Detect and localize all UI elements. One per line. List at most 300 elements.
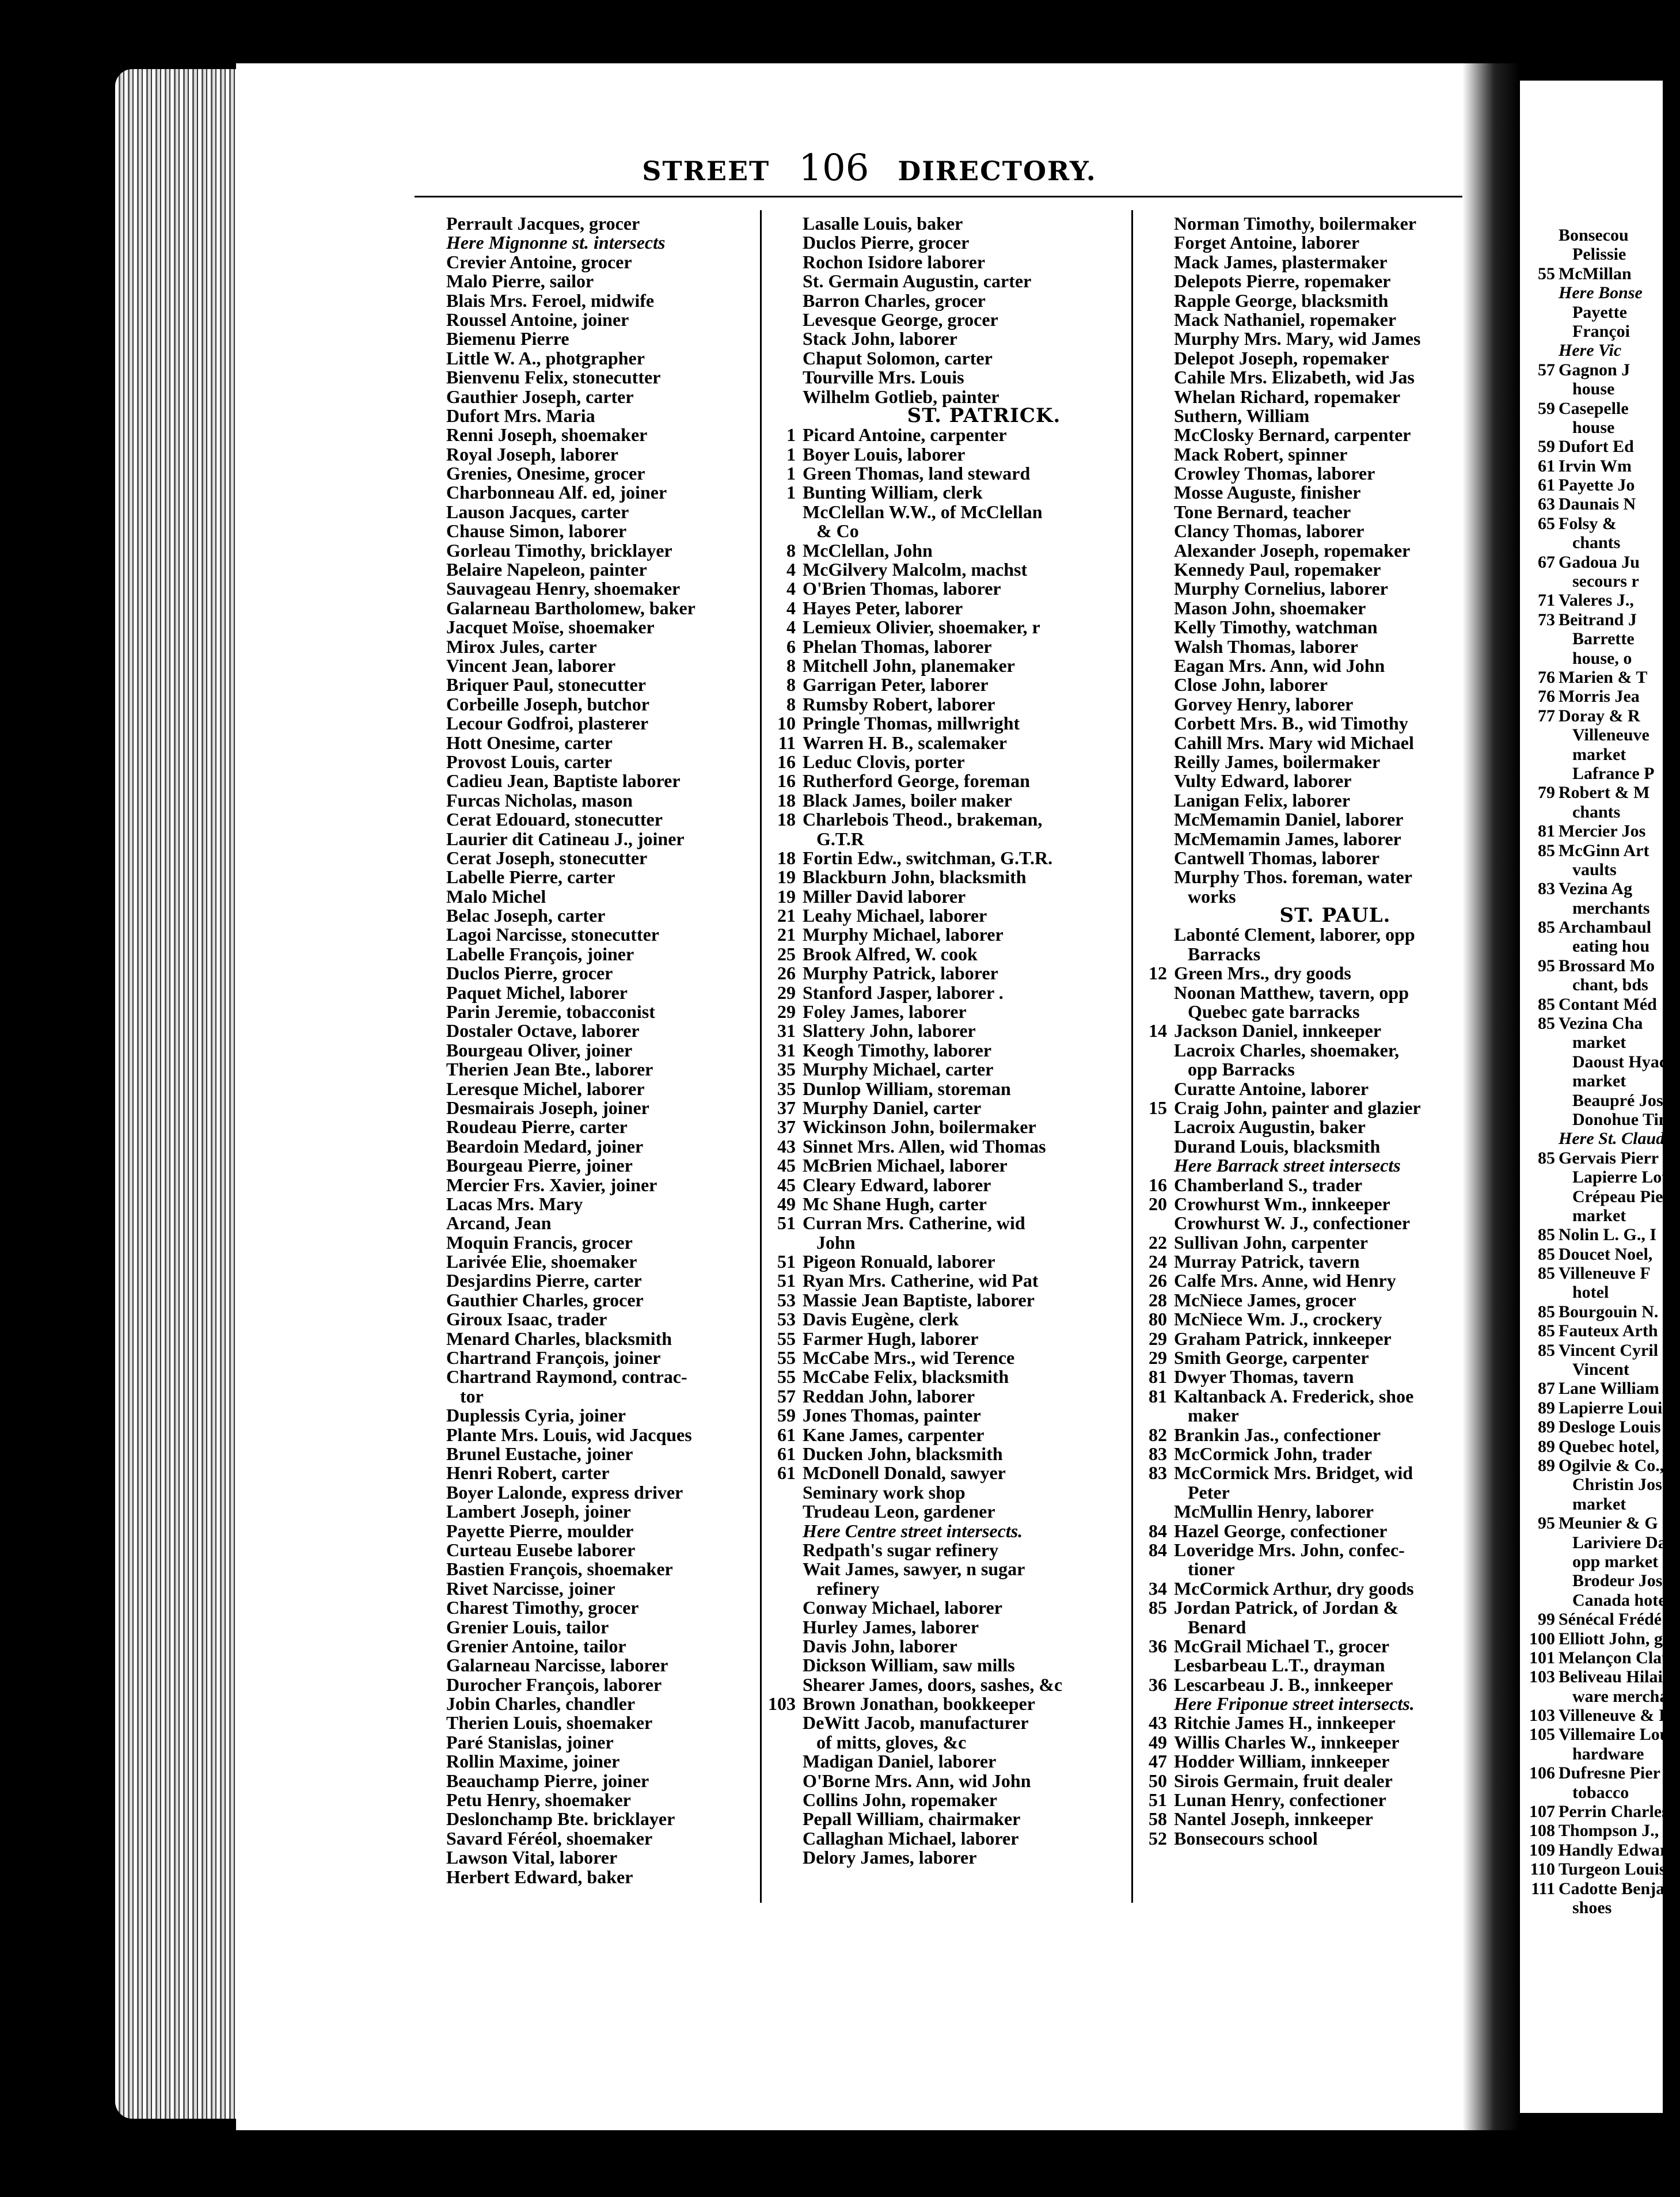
entry-text: shoes — [1572, 1898, 1612, 1917]
entry-text: Delory James, laborer — [803, 1847, 977, 1868]
house-number: 53 — [777, 1289, 796, 1310]
house-number — [1137, 541, 1174, 560]
entry-text: ware mercha — [1572, 1686, 1668, 1706]
house-number — [1137, 618, 1174, 637]
house-number: 81 — [1538, 822, 1555, 841]
directory-entry — [1529, 1898, 1663, 1917]
directory-entry — [446, 1560, 757, 1579]
house-number — [766, 406, 803, 425]
house-number: 57 — [1538, 360, 1555, 379]
directory-entry — [1529, 1571, 1671, 1591]
house-number — [1137, 253, 1174, 272]
entry-text: Therien Jean Bte., laborer — [446, 1059, 653, 1080]
directory-entry — [1137, 349, 1459, 368]
entry-text: Picard Antoine, carpenter — [803, 424, 1007, 446]
house-number: 111 — [1531, 1879, 1555, 1898]
directory-entry — [1529, 1398, 1663, 1417]
entry-text: Cerat Joseph, stonecutter — [446, 847, 648, 868]
house-number — [1137, 1406, 1174, 1425]
entry-text: Canada hote — [1572, 1590, 1666, 1610]
entry-text: Mack Robert, spinner — [1174, 443, 1348, 465]
house-number — [766, 1810, 803, 1829]
directory-entry — [766, 214, 1128, 233]
house-number — [1137, 1137, 1174, 1156]
directory-entry — [766, 1060, 1128, 1079]
directory-entry — [1137, 1483, 1459, 1502]
directory-entry — [1137, 1598, 1459, 1617]
entry-text: Redpath's sugar refinery — [803, 1539, 999, 1560]
directory-entry — [446, 1829, 757, 1848]
house-number — [766, 272, 803, 291]
house-number: 29 — [777, 1001, 796, 1023]
house-number: 18 — [777, 847, 796, 868]
directory-entry — [1529, 899, 1663, 918]
house-number: 22 — [1149, 1231, 1167, 1253]
entry-text: Barrette — [1572, 629, 1635, 649]
entry-text: market — [1572, 1206, 1626, 1225]
entry-text: Vincent Jean, laborer — [446, 655, 616, 676]
entry-text: G.T.R — [816, 828, 864, 849]
directory-entry — [766, 1252, 1128, 1271]
directory-entry — [766, 387, 1128, 406]
directory-entry — [1529, 1610, 1663, 1629]
house-number: 71 — [1538, 591, 1555, 610]
entry-text: Belaire Napeleon, painter — [446, 559, 647, 580]
entry-text: Here Vic — [1559, 341, 1622, 360]
entry-text: Reddan John, laborer — [803, 1385, 975, 1407]
directory-entry — [446, 925, 757, 944]
directory-entry — [1137, 1387, 1459, 1406]
entry-text: Ogilvie & Co., — [1559, 1456, 1664, 1475]
entry-text: Mosse Auguste, finisher — [1174, 482, 1361, 503]
entry-text: Pelissie — [1572, 245, 1626, 264]
directory-entry — [1529, 1648, 1671, 1667]
house-number — [766, 1502, 803, 1521]
entry-text: Roudeau Pierre, carter — [446, 1116, 628, 1138]
house-number — [1137, 1156, 1174, 1175]
house-number: 21 — [777, 905, 796, 926]
entry-text: Rochon Isidore laborer — [803, 251, 986, 272]
directory-entry — [1529, 1552, 1663, 1571]
house-number — [1137, 560, 1174, 579]
directory-entry — [1137, 1195, 1459, 1214]
house-number: 84 — [1149, 1520, 1167, 1541]
entry-text: Giroux Isaac, trader — [446, 1309, 607, 1330]
entry-text: Archambaul — [1559, 918, 1652, 937]
house-number: 53 — [777, 1309, 796, 1330]
house-number: 85 — [1538, 1148, 1555, 1168]
entry-text: Françoi — [1572, 321, 1630, 341]
entry-text: Laurier dit Catineau J., joiner — [446, 828, 685, 849]
house-number: 37 — [777, 1097, 796, 1118]
directory-entry — [766, 1694, 1128, 1713]
house-number: 85 — [1538, 1244, 1555, 1264]
entry-text: Ryan Mrs. Catherine, wid Pat — [803, 1270, 1039, 1291]
directory-entry — [446, 1426, 757, 1445]
entry-text: Corbett Mrs. B., wid Timothy — [1174, 713, 1408, 734]
entry-text: Lasalle Louis, baker — [803, 213, 963, 234]
directory-entry — [766, 1291, 1128, 1310]
entry-text: Chaput Solomon, carter — [803, 347, 993, 368]
directory-entry — [446, 310, 757, 329]
directory-entry — [446, 868, 757, 887]
entry-text: Lemieux Olivier, shoemaker, r — [803, 617, 1040, 638]
house-number — [1529, 303, 1559, 322]
entry-text: Villeneuve — [1572, 725, 1649, 745]
house-number: 85 — [1149, 1597, 1167, 1618]
house-number: 58 — [1149, 1808, 1167, 1830]
directory-column-1 — [446, 214, 757, 1887]
directory-entry — [1529, 1879, 1663, 1898]
entry-text: Slattery John, laborer — [803, 1020, 976, 1042]
directory-entry — [766, 233, 1128, 252]
entry-text: Bunting William, clerk — [803, 482, 983, 503]
directory-entry — [766, 1387, 1128, 1406]
house-number: 26 — [777, 963, 796, 984]
house-number — [1529, 1360, 1559, 1379]
house-number — [1529, 1591, 1559, 1610]
house-number: 85 — [1538, 994, 1555, 1014]
directory-entry — [446, 1252, 757, 1271]
entry-text: Brodeur Jos., — [1572, 1571, 1671, 1591]
entry-text: Phelan Thomas, laborer — [803, 636, 992, 657]
entry-text: eating hou — [1572, 937, 1650, 956]
house-number: 84 — [1149, 1539, 1167, 1560]
section-heading — [1137, 904, 1459, 928]
house-number: 85 — [1538, 1225, 1555, 1245]
entry-text: Brown Jonathan, bookkeeper — [803, 1693, 1035, 1715]
house-number: 57 — [777, 1385, 796, 1407]
directory-entry — [1529, 629, 1663, 648]
entry-text: Curran Mrs. Catherine, wid — [803, 1212, 1025, 1234]
house-number — [1529, 1495, 1559, 1514]
entry-text: Foley James, laborer — [803, 1001, 967, 1023]
directory-entry — [1137, 445, 1459, 464]
entry-text: O'Borne Mrs. Ann, wid John — [803, 1770, 1031, 1791]
house-number — [766, 1656, 803, 1675]
house-number: 85 — [1538, 918, 1555, 937]
entry-text: Crépeau Pier — [1572, 1187, 1671, 1206]
house-number — [1529, 341, 1559, 360]
entry-text: maker — [1188, 1405, 1239, 1426]
entry-text: Dunlop William, storeman — [803, 1078, 1011, 1099]
directory-entry — [1137, 1426, 1459, 1445]
directory-entry — [766, 868, 1128, 887]
entry-text: Fortin Edw., switchman, G.T.R. — [803, 847, 1053, 868]
house-number — [766, 1483, 803, 1502]
house-number: 20 — [1149, 1193, 1167, 1214]
entry-text: Villemaire Lou — [1559, 1725, 1670, 1744]
directory-entry — [766, 1829, 1128, 1848]
directory-entry — [446, 1637, 757, 1656]
directory-entry — [1529, 1840, 1668, 1860]
directory-entry — [446, 733, 757, 752]
house-number: 85 — [1538, 1014, 1555, 1033]
house-number — [766, 1579, 803, 1598]
directory-entry — [1529, 706, 1663, 725]
house-number: 55 — [777, 1347, 796, 1369]
entry-text: Gorvey Henry, laborer — [1174, 693, 1354, 714]
entry-text: Doucet Noel, — [1559, 1244, 1653, 1264]
directory-entry — [1529, 1417, 1663, 1436]
entry-text: Mc Shane Hugh, carter — [803, 1193, 987, 1214]
entry-text: Mack Nathaniel, ropemaker — [1174, 309, 1397, 330]
house-number: 103 — [1529, 1667, 1555, 1687]
entry-text: Perrin Charles — [1559, 1802, 1668, 1822]
entry-text: Brankin Jas., confectioner — [1174, 1424, 1381, 1445]
directory-entry — [1137, 425, 1459, 444]
directory-entry — [1137, 1117, 1459, 1136]
house-number — [1529, 1129, 1559, 1148]
entry-text: Green Thomas, land steward — [803, 463, 1031, 484]
entry-text: Deslonchamp Bte. bricklayer — [446, 1808, 675, 1830]
house-number: 16 — [1149, 1174, 1167, 1195]
house-number: 85 — [1538, 1302, 1555, 1321]
entry-text: Massie Jean Baptiste, laborer — [803, 1289, 1035, 1310]
entry-text: Morris Jea — [1559, 687, 1640, 706]
intersection-note — [1529, 1129, 1673, 1149]
directory-entry — [1137, 253, 1459, 272]
directory-entry — [446, 329, 757, 348]
directory-entry — [1137, 310, 1459, 329]
entry-text: Charbonneau Alf. ed, joiner — [446, 482, 667, 503]
directory-entry — [766, 1579, 1128, 1598]
directory-entry — [1529, 1763, 1663, 1782]
house-number: 59 — [1538, 398, 1555, 418]
directory-entry — [1137, 599, 1459, 618]
entry-text: Cantwell Thomas, laborer — [1174, 847, 1380, 868]
directory-entry — [1137, 925, 1459, 944]
entry-text: Peter — [1188, 1481, 1230, 1503]
house-number — [1529, 283, 1559, 302]
entry-text: McCormick Mrs. Bridget, wid — [1174, 1462, 1413, 1484]
directory-entry — [766, 1848, 1128, 1867]
house-number — [766, 1233, 803, 1252]
entry-text: Cadieu Jean, Baptiste laborer — [446, 770, 681, 792]
directory-entry — [446, 272, 757, 291]
house-number: 45 — [777, 1155, 796, 1176]
entry-text: Bonsecou — [1559, 226, 1629, 245]
house-number: 51 — [1149, 1789, 1167, 1811]
directory-entry — [446, 464, 757, 483]
entry-text: Plante Mrs. Louis, wid Jacques — [446, 1424, 692, 1445]
directory-entry — [766, 733, 1128, 752]
entry-text: Durand Louis, blacksmith — [1174, 1135, 1381, 1157]
house-number — [1529, 1091, 1559, 1110]
entry-text: Gervais Pierr — [1559, 1148, 1659, 1168]
directory-entry — [766, 1348, 1128, 1367]
entry-text: Black James, boiler maker — [803, 789, 1012, 811]
entry-text: Rapple George, blacksmith — [1174, 290, 1389, 311]
directory-entry — [766, 1733, 1128, 1752]
directory-entry — [1529, 725, 1663, 744]
entry-text: Lecour Godfroi, plasterer — [446, 713, 649, 734]
directory-entry — [1137, 1772, 1459, 1791]
entry-text: Keogh Timothy, laborer — [803, 1039, 992, 1061]
house-number: 67 — [1538, 552, 1555, 572]
house-number: 95 — [1538, 956, 1555, 975]
directory-entry — [446, 1176, 757, 1195]
entry-text: opp Barracks — [1188, 1059, 1295, 1080]
house-number — [1529, 629, 1559, 648]
entry-text: Lesbarbeau L.T., drayman — [1174, 1655, 1385, 1676]
entry-text: McCormick Arthur, dry goods — [1174, 1578, 1414, 1599]
entry-text: McGrail Michael T., grocer — [1174, 1635, 1390, 1656]
directory-entry — [1137, 1618, 1459, 1637]
entry-text: Murphy Thos. foreman, water — [1174, 866, 1412, 888]
entry-text: Chartrand Raymond, contrac- — [446, 1366, 687, 1388]
directory-entry — [446, 1791, 757, 1810]
entry-text: Thompson J., g — [1559, 1821, 1672, 1841]
house-number: 14 — [1149, 1020, 1167, 1042]
house-number: 89 — [1538, 1417, 1555, 1437]
house-number: 16 — [777, 770, 796, 792]
house-number: 106 — [1529, 1763, 1555, 1783]
directory-entry — [1529, 360, 1663, 379]
entry-text: Here Barrack street intersects — [1174, 1155, 1401, 1176]
directory-entry — [1137, 464, 1459, 483]
entry-text: Vulty Edward, laborer — [1174, 770, 1352, 792]
house-number: 100 — [1529, 1629, 1555, 1648]
directory-entry — [446, 1080, 757, 1098]
house-number: 19 — [777, 866, 796, 888]
house-number — [1137, 310, 1174, 329]
directory-entry — [446, 752, 757, 771]
house-number: 76 — [1538, 687, 1555, 706]
entry-text: Dufort Mrs. Maria — [446, 405, 595, 426]
entry-text: Levesque George, grocer — [803, 309, 998, 330]
directory-entry — [1137, 733, 1459, 752]
directory-entry — [1529, 457, 1663, 476]
entry-text: Hott Onesime, carter — [446, 732, 613, 753]
house-number: 18 — [777, 809, 796, 830]
entry-text: Here Bonse — [1559, 283, 1643, 303]
entry-text: hotel — [1572, 1283, 1609, 1302]
directory-entry — [766, 310, 1128, 329]
directory-entry — [1529, 1014, 1663, 1033]
entry-text: Beitrand J — [1559, 610, 1637, 629]
entry-text: Cadotte Benja — [1559, 1879, 1665, 1898]
house-number — [1137, 579, 1174, 598]
house-number — [766, 368, 803, 387]
entry-text: Boyer Lalonde, express driver — [446, 1481, 683, 1503]
entry-text: McClosky Bernard, carpenter — [1174, 424, 1411, 446]
directory-entry — [1137, 1829, 1459, 1848]
entry-text: Leduc Clovis, porter — [803, 751, 965, 772]
entry-text: market — [1572, 744, 1626, 764]
entry-text: Fauteux Arth — [1559, 1321, 1658, 1341]
entry-text: Furcas Nicholas, mason — [446, 789, 633, 811]
directory-entry — [446, 1752, 757, 1771]
entry-text: Sauvageau Henry, shoemaker — [446, 578, 681, 599]
entry-text: & Co — [816, 520, 859, 542]
directory-entry — [766, 599, 1128, 618]
directory-entry — [766, 1772, 1128, 1791]
entry-text: Trudeau Leon, gardener — [803, 1501, 995, 1522]
house-number: 4 — [786, 617, 796, 638]
entry-text: Payette Jo — [1559, 476, 1635, 495]
entry-text: Craig John, painter and glazier — [1174, 1097, 1421, 1118]
entry-text: Norman Timothy, boilermaker — [1174, 213, 1417, 234]
directory-entry — [446, 1656, 757, 1675]
directory-entry — [1137, 1675, 1459, 1694]
house-number: 8 — [786, 539, 796, 561]
directory-entry — [766, 291, 1128, 310]
directory-entry — [446, 1195, 757, 1214]
house-number — [1529, 764, 1559, 783]
directory-entry — [1137, 579, 1459, 598]
house-number — [1137, 483, 1174, 502]
directory-entry — [1137, 560, 1459, 579]
directory-entry — [1529, 687, 1663, 706]
entry-text: Brunel Eustache, joiner — [446, 1443, 633, 1464]
entry-text: Desjardins Pierre, carter — [446, 1270, 642, 1291]
house-number: 61 — [777, 1443, 796, 1464]
directory-entry — [1529, 437, 1663, 456]
entry-text: chants — [1572, 533, 1621, 553]
entry-text: Gadoua Ju — [1559, 552, 1640, 572]
entry-text: Arcand, Jean — [446, 1212, 552, 1234]
entry-text: Murphy Michael, carter — [803, 1059, 994, 1080]
directory-entry — [1529, 399, 1663, 418]
directory-entry — [1529, 572, 1663, 591]
entry-text: house, o — [1572, 648, 1632, 668]
directory-entry — [766, 1810, 1128, 1829]
directory-entry — [1529, 975, 1663, 994]
entry-text: Murphy Patrick, laborer — [803, 963, 998, 984]
directory-entry — [1137, 1291, 1459, 1310]
directory-entry — [766, 1233, 1128, 1252]
entry-text: Labelle Pierre, carter — [446, 866, 615, 888]
entry-text: vaults — [1572, 860, 1617, 879]
entry-text: Collins John, ropemaker — [803, 1789, 998, 1811]
directory-entry — [1137, 503, 1459, 522]
entry-text: McCormick John, trader — [1174, 1443, 1372, 1464]
house-number — [1137, 599, 1174, 618]
header-rule — [415, 196, 1462, 197]
house-number: 12 — [1149, 963, 1167, 984]
house-number: 85 — [1538, 1264, 1555, 1283]
entry-text: Barron Charles, grocer — [803, 290, 986, 311]
entry-text: Here Friponue street intersects. — [1174, 1693, 1415, 1715]
house-number: 25 — [777, 943, 796, 964]
entry-text: Contant Méd — [1559, 994, 1657, 1014]
directory-entry — [766, 1214, 1128, 1233]
entry-text: Jordan Patrick, of Jordan & — [1174, 1597, 1399, 1618]
directory-entry — [446, 1329, 757, 1348]
entry-text: Lafrance P — [1572, 763, 1655, 783]
directory-entry — [766, 752, 1128, 771]
entry-text: ST. PATRICK. — [907, 404, 1061, 427]
directory-entry — [1529, 1245, 1663, 1264]
house-number — [1137, 945, 1174, 964]
entry-text: Labonté Clement, laborer, opp — [1174, 924, 1415, 945]
entry-text: Bonsecours school — [1174, 1827, 1318, 1849]
directory-entry — [766, 1080, 1128, 1098]
directory-entry — [766, 1041, 1128, 1060]
house-number: 8 — [786, 693, 796, 714]
entry-text: Dostaler Octave, laborer — [446, 1020, 640, 1042]
directory-entry — [1137, 1098, 1459, 1117]
house-number: 89 — [1538, 1436, 1555, 1456]
directory-entry — [446, 1694, 757, 1713]
directory-entry — [766, 849, 1128, 868]
entry-text: Hayes Peter, laborer — [803, 597, 963, 618]
house-number — [766, 503, 803, 522]
directory-entry — [1529, 1475, 1671, 1495]
directory-entry — [1137, 1560, 1459, 1579]
house-number — [1137, 1502, 1174, 1521]
